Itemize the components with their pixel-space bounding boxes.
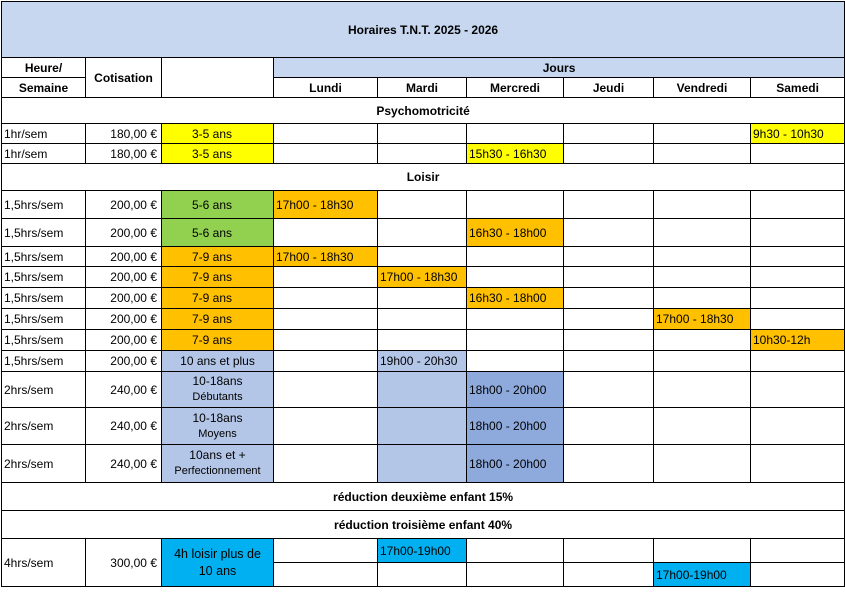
table-row [2,247,845,267]
cell-mercredi [467,563,564,587]
table-row [2,219,845,247]
cell-vendredi [654,267,751,288]
table-row [2,124,845,144]
cell-samedi [751,539,845,563]
header-heure-line1: Heure/ [2,58,86,78]
table-row [2,330,845,351]
cell-lundi [274,445,378,483]
section-psychomotricite: Psychomotricité [2,98,845,124]
cell-age-line1: 10-18ans [192,374,243,388]
cell-cotisation: 240,00 € [86,408,162,445]
cell-cotisation: 180,00 € [86,144,162,164]
cell-jeudi [564,330,654,351]
cell-samedi [751,219,845,247]
cell-mercredi: 16h30 - 18h00 [467,219,564,247]
cell-mercredi [467,267,564,288]
cell-jeudi [564,351,654,372]
header-day-mercredi: Mercredi [467,78,564,98]
cell-jeudi [564,372,654,408]
cell-age-line2: Débutants [192,391,243,403]
cell-cotisation: 300,00 € [86,539,162,587]
cell-mercredi [467,539,564,563]
cell-mercredi: 18h00 - 20h00 [467,445,564,483]
table-row [2,372,845,408]
cell-mardi [378,309,467,330]
cell-mercredi [467,351,564,372]
cell-age: 3-5 ans [162,144,274,164]
cell-age-line1: 10ans et + [189,448,246,462]
cell-cotisation: 200,00 € [86,219,162,247]
cell-lundi [274,539,378,563]
cell-heure: 1,5hrs/sem [2,219,86,247]
cell-lundi [274,288,378,309]
cell-age: 3-5 ans [162,124,274,144]
cell-samedi [751,144,845,164]
cell-lundi [274,408,378,445]
schedule-table [1,1,845,587]
cell-age: 5-6 ans [162,219,274,247]
cell-age [162,539,274,587]
cell-vendredi [654,372,751,408]
table-row [2,267,845,288]
cell-vendredi [654,445,751,483]
header-heure-line2: Semaine [2,78,86,98]
cell-jeudi [564,408,654,445]
cell-mercredi: 16h30 - 18h00 [467,288,564,309]
cell-lundi [274,309,378,330]
cell-jeudi [564,191,654,219]
cell-age: 7-9 ans [162,330,274,351]
cell-samedi [751,309,845,330]
cell-mercredi [467,247,564,267]
table-row [2,144,845,164]
table-row [2,408,845,445]
cell-samedi: 9h30 - 10h30 [751,124,845,144]
cell-mercredi: 15h30 - 16h30 [467,144,564,164]
cell-cotisation: 200,00 € [86,267,162,288]
cell-heure: 1,5hrs/sem [2,247,86,267]
cell-mardi [378,144,467,164]
cell-samedi [751,191,845,219]
cell-vendredi: 17h00-19h00 [654,563,751,587]
cell-vendredi [654,288,751,309]
cell-jeudi [564,288,654,309]
cell-samedi [751,445,845,483]
cell-cotisation: 180,00 € [86,124,162,144]
cell-vendredi [654,144,751,164]
cell-mardi [378,372,467,408]
cell-jeudi [564,219,654,247]
header-day-vendredi: Vendredi [654,78,751,98]
reduction-troisieme: réduction troisième enfant 40% [2,511,845,539]
cell-cotisation: 240,00 € [86,372,162,408]
cell-samedi [751,372,845,408]
cell-heure: 2hrs/sem [2,445,86,483]
cell-lundi [274,124,378,144]
cell-vendredi [654,330,751,351]
cell-age [162,372,274,408]
cell-heure: 4hrs/sem [2,539,86,587]
cell-vendredi [654,124,751,144]
cell-jeudi [564,144,654,164]
cell-mardi [378,445,467,483]
cell-mercredi [467,191,564,219]
cell-vendredi: 17h00 - 18h30 [654,309,751,330]
table-row [2,351,845,372]
cell-samedi [751,267,845,288]
cell-vendredi [654,247,751,267]
cell-cotisation: 200,00 € [86,309,162,330]
cell-jeudi [564,124,654,144]
cell-mercredi [467,309,564,330]
cell-age-line1: 4h loisir plus de [174,546,261,561]
cell-heure: 1,5hrs/sem [2,351,86,372]
cell-cotisation: 200,00 € [86,191,162,219]
cell-jeudi [564,563,654,587]
cell-age [162,408,274,445]
cell-lundi [274,219,378,247]
cell-mardi [378,191,467,219]
cell-heure: 2hrs/sem [2,408,86,445]
cell-heure: 1,5hrs/sem [2,191,86,219]
cell-heure: 1hr/sem [2,124,86,144]
cell-mercredi: 18h00 - 20h00 [467,408,564,445]
header-age-blank [162,58,274,98]
cell-jeudi [564,267,654,288]
cell-lundi [274,330,378,351]
cell-cotisation: 200,00 € [86,351,162,372]
cell-vendredi [654,539,751,563]
cell-jeudi [564,445,654,483]
cell-age: 7-9 ans [162,288,274,309]
cell-age-line2: Perfectionnement [174,465,261,477]
cell-mardi: 17h00 - 18h30 [378,267,467,288]
cell-lundi [274,563,378,587]
cell-samedi [751,247,845,267]
cell-cotisation: 240,00 € [86,445,162,483]
cell-cotisation: 200,00 € [86,330,162,351]
cell-age: 7-9 ans [162,267,274,288]
cell-age: 10 ans et plus [162,351,274,372]
table-row [2,445,845,483]
cell-lundi: 17h00 - 18h30 [274,247,378,267]
header-day-jeudi: Jeudi [564,78,654,98]
cell-mardi: 17h00-19h00 [378,539,467,563]
cell-mardi: 19h00 - 20h30 [378,351,467,372]
cell-vendredi [654,219,751,247]
table-row [2,309,845,330]
cell-mardi [378,330,467,351]
cell-mardi [378,563,467,587]
cell-heure: 1,5hrs/sem [2,330,86,351]
cell-samedi: 10h30-12h [751,330,845,351]
cell-vendredi [654,408,751,445]
header-day-mardi: Mardi [378,78,467,98]
header-cotisation: Cotisation [86,58,162,98]
cell-heure: 1hr/sem [2,144,86,164]
cell-mercredi: 18h00 - 20h00 [467,372,564,408]
cell-heure: 1,5hrs/sem [2,288,86,309]
cell-samedi [751,351,845,372]
cell-mardi [378,124,467,144]
cell-lundi [274,267,378,288]
cell-age [162,445,274,483]
cell-samedi [751,563,845,587]
cell-age: 7-9 ans [162,247,274,267]
cell-age-line1: 10-18ans [192,410,243,425]
table-row [2,539,845,563]
cell-lundi [274,372,378,408]
cell-heure: 1,5hrs/sem [2,309,86,330]
header-day-lundi: Lundi [274,78,378,98]
cell-age-line2: 10 ans [198,563,237,578]
cell-mardi [378,247,467,267]
section-loisir: Loisir [2,164,845,191]
cell-vendredi [654,351,751,372]
table-row [2,191,845,219]
cell-heure: 2hrs/sem [2,372,86,408]
reduction-deuxieme: réduction deuxième enfant 15% [2,483,845,511]
cell-jeudi [564,247,654,267]
cell-mardi [378,408,467,445]
cell-vendredi [654,191,751,219]
header-day-samedi: Samedi [751,78,845,98]
cell-mardi [378,288,467,309]
cell-mercredi [467,124,564,144]
page-title: Horaires T.N.T. 2025 - 2026 [2,2,845,58]
header-jours: Jours [274,58,845,78]
cell-samedi [751,288,845,309]
cell-cotisation: 200,00 € [86,247,162,267]
cell-heure: 1,5hrs/sem [2,267,86,288]
cell-mercredi [467,330,564,351]
cell-lundi [274,144,378,164]
cell-age-line2: Moyens [198,427,237,440]
cell-lundi [274,351,378,372]
cell-cotisation: 200,00 € [86,288,162,309]
cell-lundi: 17h00 - 18h30 [274,191,378,219]
cell-jeudi [564,309,654,330]
table-row [2,288,845,309]
cell-samedi [751,408,845,445]
cell-mardi [378,219,467,247]
cell-jeudi [564,539,654,563]
cell-age: 5-6 ans [162,191,274,219]
cell-age: 7-9 ans [162,309,274,330]
